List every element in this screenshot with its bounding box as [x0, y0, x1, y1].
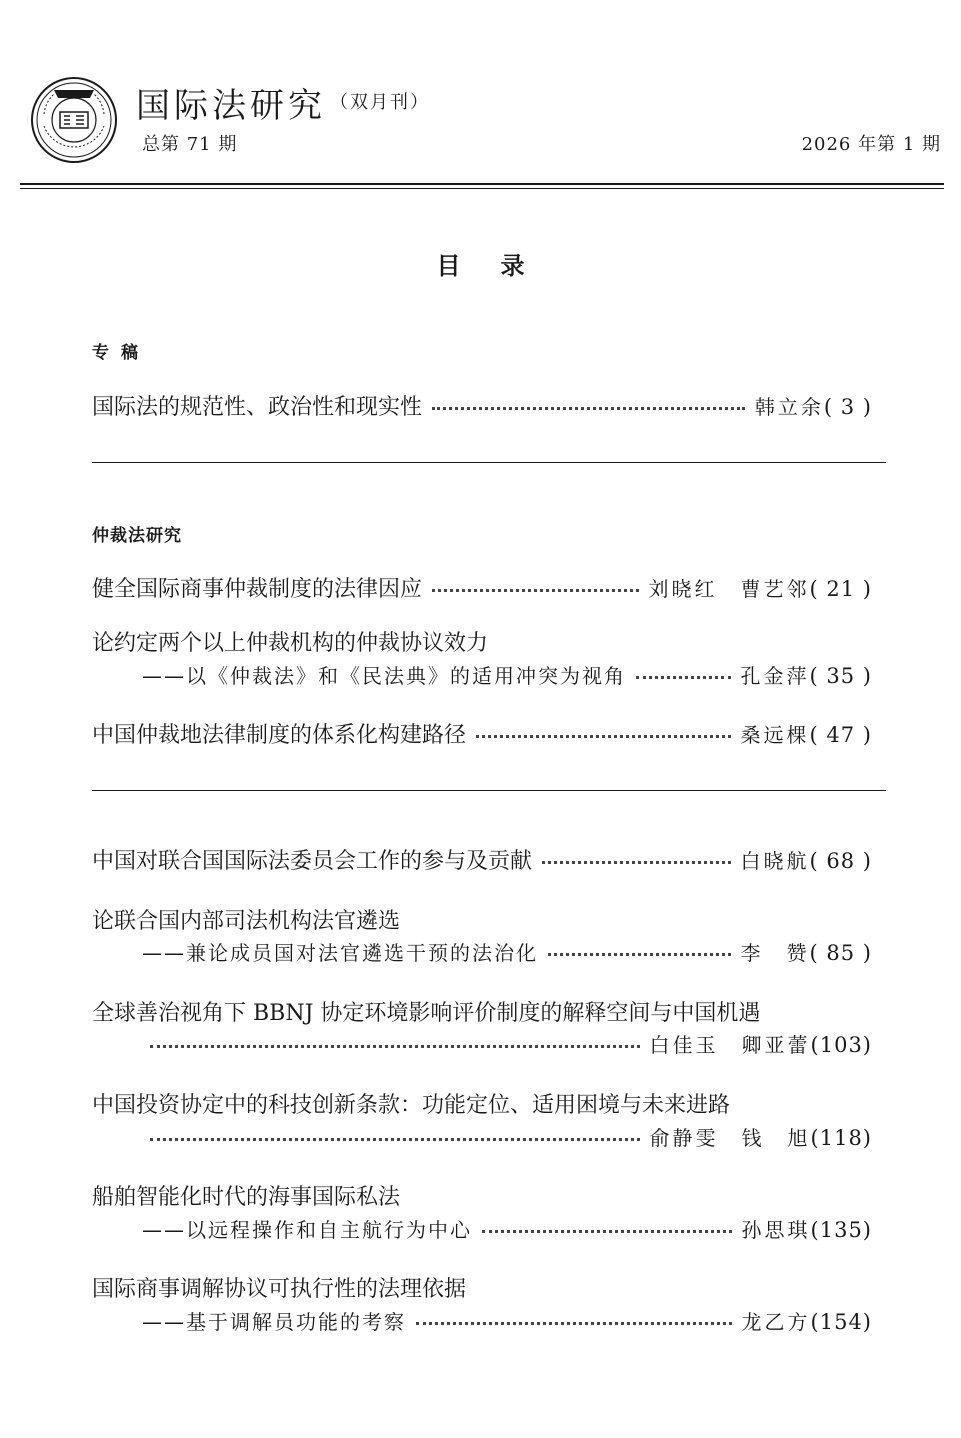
entry-title[interactable]: 全球善治视角下 BBNJ 协定环境影响评价制度的解释空间与中国机遇 — [92, 1001, 761, 1026]
entry-author: 俞静雯 钱 旭 — [649, 1126, 811, 1150]
section-divider — [92, 790, 886, 791]
toc-entry[interactable] — [92, 718, 872, 750]
entry-author: 韩立余 — [754, 395, 824, 419]
entry-page: ( 85 ) — [809, 941, 872, 965]
entry-author: 桑远棵 — [740, 723, 810, 747]
entry-title[interactable]: 论联合国内部司法机构法官遴选 — [92, 909, 401, 934]
section-divider — [92, 462, 886, 463]
journal-seal-logo — [30, 76, 118, 164]
entry-author: 李 赞 — [740, 941, 810, 965]
entry-page: ( 21 ) — [809, 577, 872, 601]
journal-frequency: （双月刊） — [330, 92, 430, 113]
toc-entry[interactable] — [142, 1306, 872, 1338]
dot-leader — [476, 729, 731, 738]
toc-entry[interactable] — [150, 1122, 872, 1154]
journal-title: 国际法研究 — [136, 86, 326, 126]
section-heading-special: 专稿 — [92, 343, 150, 363]
entry-author: 白佳玉 卿亚蕾 — [649, 1033, 811, 1057]
section-heading-arbitration: 仲裁法研究 — [92, 526, 182, 546]
entry-title: 中国仲裁地法律制度的体系化构建路径 — [92, 723, 467, 748]
toc-entry[interactable] — [150, 1029, 872, 1061]
entry-subtitle: ——基于调解员功能的考察 — [142, 1310, 406, 1334]
entry-title[interactable]: 国际商事调解协议可执行性的法理依据 — [92, 1277, 467, 1302]
entry-page: (103) — [810, 1033, 872, 1057]
dot-leader — [548, 947, 731, 956]
entry-author: 龙乙方 — [741, 1310, 811, 1334]
issue-date: 2026 年第 1 期 — [801, 134, 941, 155]
header-rule-thick — [20, 183, 944, 185]
entry-author: 刘晓红 曹艺邻 — [648, 577, 810, 601]
dot-leader — [636, 670, 731, 679]
entry-title: 中国对联合国国际法委员会工作的参与及贡献 — [92, 849, 533, 874]
toc-entry[interactable] — [92, 844, 872, 876]
entry-author: 白晓航 — [740, 849, 810, 873]
dot-leader — [482, 1224, 732, 1233]
entry-author: 孙思琪 — [741, 1218, 811, 1242]
entry-subtitle: ——以《仲裁法》和《民法典》的适用冲突为视角 — [142, 664, 626, 688]
toc-entry[interactable] — [92, 390, 872, 422]
total-issue-number: 总第 71 期 — [142, 134, 238, 155]
entry-subtitle: ——以远程操作和自主航行为中心 — [142, 1218, 472, 1242]
toc-entry[interactable] — [142, 937, 872, 969]
entry-page: ( 68 ) — [809, 849, 872, 873]
toc-entry[interactable] — [92, 572, 872, 604]
entry-title[interactable]: 论约定两个以上仲裁机构的仲裁协议效力 — [92, 631, 489, 656]
entry-title: 国际法的规范性、政治性和现实性 — [92, 395, 423, 420]
entry-title: 健全国际商事仲裁制度的法律因应 — [92, 577, 423, 602]
journal-header — [0, 0, 961, 200]
entry-title[interactable]: 船舶智能化时代的海事国际私法 — [92, 1185, 401, 1210]
entry-subtitle: ——兼论成员国对法官遴选干预的法治化 — [142, 941, 538, 965]
dot-leader — [542, 855, 731, 864]
toc-heading: 目录 — [436, 252, 565, 280]
entry-page: ( 35 ) — [809, 664, 872, 688]
dot-leader — [416, 1316, 732, 1325]
dot-leader — [150, 1039, 640, 1048]
entry-author: 孔金萍 — [740, 664, 810, 688]
entry-title[interactable]: 中国投资协定中的科技创新条款：功能定位、适用困境与未来进路 — [92, 1093, 731, 1118]
entry-page: ( 3 ) — [823, 395, 872, 419]
entry-page: (154) — [810, 1310, 872, 1334]
dot-leader — [432, 583, 639, 592]
entry-page: (135) — [810, 1218, 872, 1242]
toc-entry[interactable] — [142, 660, 872, 692]
toc-entry[interactable] — [142, 1214, 872, 1246]
dot-leader — [150, 1132, 640, 1141]
entry-page: ( 47 ) — [809, 723, 872, 747]
header-rule-thin — [20, 188, 944, 189]
entry-page: (118) — [810, 1126, 872, 1150]
dot-leader — [432, 401, 745, 410]
